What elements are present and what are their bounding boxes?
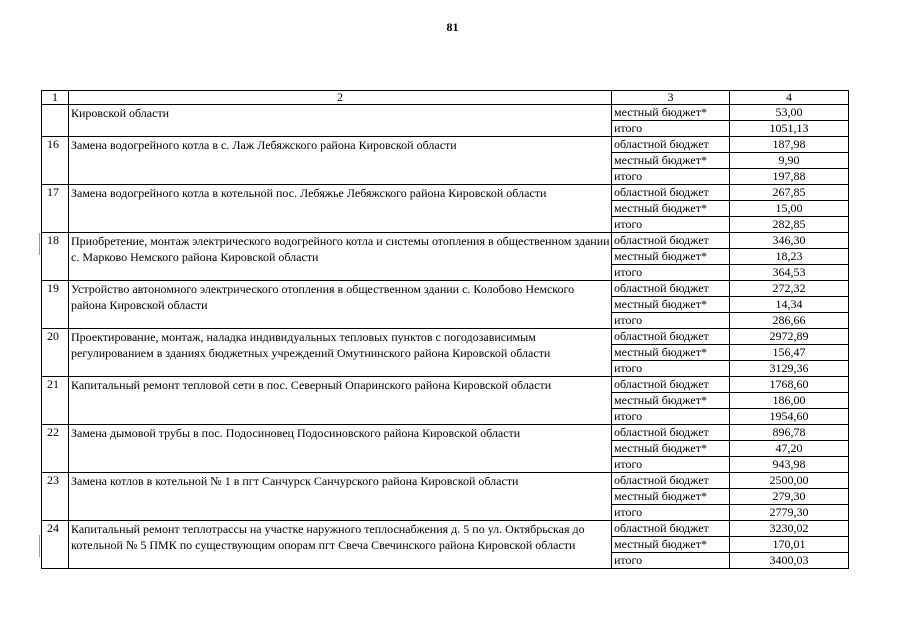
amount-value: 896,78 <box>730 425 849 441</box>
amount-value: 18,23 <box>730 249 849 265</box>
table-row <box>42 377 849 393</box>
col-header-1: 1 <box>42 91 69 105</box>
amount-value: 186,00 <box>730 393 849 409</box>
item-number: 16 <box>42 137 69 185</box>
funding-source: итого <box>612 361 730 377</box>
table-row <box>42 137 849 153</box>
funding-source: областной бюджет <box>612 377 730 393</box>
amount-value: 14,34 <box>730 297 849 313</box>
item-description: Замена котлов в котельной № 1 в пгт Санчурск Санчурского района Кировской области <box>69 473 612 521</box>
item-description: Капитальный ремонт теплотрассы на участке наружного теплоснабжения д. 5 по ул. Октябрьская до котельной № 5 ПМК по существующим опорам пгт Свеча Свечинского района Кировской области <box>69 521 612 569</box>
funding-source: местный бюджет* <box>612 297 730 313</box>
funding-source: итого <box>612 409 730 425</box>
scan-mark <box>39 535 40 557</box>
amount-value: 3400,03 <box>730 553 849 569</box>
funding-source: итого <box>612 457 730 473</box>
item-description: Замена водогрейного котла в котельной пос. Лебяжье Лебяжского района Кировской области <box>69 185 612 233</box>
item-description: Капитальный ремонт тепловой сети в пос. Северный Опаринского района Кировской области <box>69 377 612 425</box>
amount-value: 15,00 <box>730 201 849 217</box>
header-row <box>42 91 849 105</box>
table-row <box>42 425 849 441</box>
item-description: Приобретение, монтаж электрического водогрейного котла и системы отопления в общественном здании с. Марково Немского района Кировской области <box>69 233 612 281</box>
amount-value: 53,00 <box>730 105 849 121</box>
budget-table <box>41 90 849 569</box>
col-header-2: 2 <box>69 91 612 105</box>
item-description: Замена дымовой трубы в пос. Подосиновец Подосиновского района Кировской области <box>69 425 612 473</box>
amount-value: 1768,60 <box>730 377 849 393</box>
item-description: Устройство автономного электрического отопления в общественном здании с. Колобово Немского района Кировской области <box>69 281 612 329</box>
item-number: 20 <box>42 329 69 377</box>
amount-value: 3129,36 <box>730 361 849 377</box>
amount-value: 2779,30 <box>730 505 849 521</box>
funding-source: итого <box>612 169 730 185</box>
funding-source: местный бюджет* <box>612 489 730 505</box>
amount-value: 943,98 <box>730 457 849 473</box>
funding-source: итого <box>612 505 730 521</box>
funding-source: областной бюджет <box>612 233 730 249</box>
table-row <box>42 473 849 489</box>
amount-value: 346,30 <box>730 233 849 249</box>
item-number: 17 <box>42 185 69 233</box>
funding-source: областной бюджет <box>612 473 730 489</box>
funding-source: местный бюджет* <box>612 249 730 265</box>
table-row <box>42 281 849 297</box>
table-row <box>42 233 849 249</box>
amount-value: 286,66 <box>730 313 849 329</box>
amount-value: 9,90 <box>730 153 849 169</box>
amount-value: 279,30 <box>730 489 849 505</box>
table-body <box>42 105 849 569</box>
funding-source: местный бюджет* <box>612 105 730 121</box>
funding-source: итого <box>612 553 730 569</box>
funding-source: областной бюджет <box>612 137 730 153</box>
item-number <box>42 105 69 137</box>
funding-source: областной бюджет <box>612 425 730 441</box>
funding-source: итого <box>612 313 730 329</box>
table-row <box>42 185 849 201</box>
funding-source: итого <box>612 121 730 137</box>
table-row <box>42 105 849 121</box>
item-number: 19 <box>42 281 69 329</box>
funding-source: итого <box>612 265 730 281</box>
item-description: Проектирование, монтаж, наладка индивидуальных тепловых пунктов с погодозависимым регулированием в зданиях бюджетных учреждений Омутнинского района Кировской области <box>69 329 612 377</box>
col-header-3: 3 <box>612 91 730 105</box>
amount-value: 197,88 <box>730 169 849 185</box>
table-row <box>42 329 849 345</box>
amount-value: 170,01 <box>730 537 849 553</box>
amount-value: 156,47 <box>730 345 849 361</box>
funding-source: местный бюджет* <box>612 393 730 409</box>
scan-mark <box>39 233 40 255</box>
table-row <box>42 521 849 537</box>
amount-value: 1954,60 <box>730 409 849 425</box>
col-header-4: 4 <box>730 91 849 105</box>
funding-source: итого <box>612 217 730 233</box>
funding-source: областной бюджет <box>612 521 730 537</box>
amount-value: 267,85 <box>730 185 849 201</box>
funding-source: областной бюджет <box>612 185 730 201</box>
funding-source: местный бюджет* <box>612 537 730 553</box>
amount-value: 2972,89 <box>730 329 849 345</box>
item-number: 18 <box>42 233 69 281</box>
amount-value: 187,98 <box>730 137 849 153</box>
item-number: 23 <box>42 473 69 521</box>
item-description: Кировской области <box>69 105 612 137</box>
item-number: 24 <box>42 521 69 569</box>
funding-source: областной бюджет <box>612 329 730 345</box>
funding-source: областной бюджет <box>612 281 730 297</box>
amount-value: 272,32 <box>730 281 849 297</box>
item-description: Замена водогрейного котла в с. Лаж Лебяжского района Кировской области <box>69 137 612 185</box>
page-number: 81 <box>446 20 459 34</box>
item-number: 22 <box>42 425 69 473</box>
funding-source: местный бюджет* <box>612 153 730 169</box>
amount-value: 47,20 <box>730 441 849 457</box>
item-number: 21 <box>42 377 69 425</box>
funding-source: местный бюджет* <box>612 441 730 457</box>
amount-value: 282,85 <box>730 217 849 233</box>
amount-value: 364,53 <box>730 265 849 281</box>
amount-value: 2500,00 <box>730 473 849 489</box>
amount-value: 1051,13 <box>730 121 849 137</box>
funding-source: местный бюджет* <box>612 201 730 217</box>
amount-value: 3230,02 <box>730 521 849 537</box>
funding-source: местный бюджет* <box>612 345 730 361</box>
